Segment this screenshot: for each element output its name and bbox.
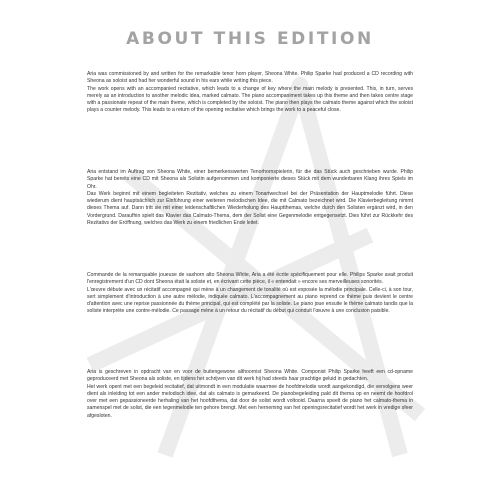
page-title: ABOUT THIS EDITION <box>126 29 374 49</box>
paragraph: Das Werk beginnt mit einem begleiteten Rezitativ, welches zu einem Tonartwechsel bei der Präsentation der Hauptmelodie führt. Diese wiederum dient hauptsächlich zur Einführung einer weiteren melodischen Idee, die mit Calmato bezeichnet wird. Die Klavierbegleitung nimmt dieses Thema auf. Dann tritt sie mit einer leidenschaftlichen Wiederholung des Hauptthemas, welche durch den Solisten ergänzt wird, in den Vordergrund. Daraufhin spielt das Klavier das Calmato-Thema, dem der Solist eine Gegenmelodie entgegensetzt. Dies führt zur Rückkehr des Rezitativs der Eröffnung, welches das Werk zu einem friedlichen Ende leitet. <box>87 190 413 227</box>
section-dutch <box>87 369 413 420</box>
paragraph: Commande de la remarquable joueuse de saxhorn alto Sheona White, Aria a été écrite spécifiquement pour elle. Philips Sparke avait produit l'enregistrement d'un CD dont Sheona était la soliste et, en écrivant cette pièce, il « entendait » encore ses merveilleuses sonorités. <box>87 272 413 286</box>
paragraph: L'œuvre débute avec un récitatif accompagné qui mène à un changement de tonalité où est exposée la mélodie principale. Celle-ci, à son tour, sert simplement d'introduction à une autre mélodie, indiquée calmato. L'accompagnement au piano reprend ce thème puis devient le centre d'attention avec une reprise passionnée du thème principal, qui est complété par la soliste. Le piano joue ensuite le thème calmato tandis que la soliste interprète une contre-mélodie. Ce passage mène à un retour du récitatif du début qui conduit l'œuvre à une conclusion paisible. <box>87 286 413 315</box>
paragraph: Het werk opent met een begeleid recitatief, dat uitmondt in een modulatie waarmee de hoofdmelodie wordt aangekondigd, die vervolgens weer dient als inleiding tot een ander melodisch idee, dat als calmato is gemarkeerd. De pianobegeleiding pakt dit thema op en neemt de hoofdrol over met een gepassioneerde herhaling van het hoofdthema, dat door de solist wordt voltooid. Daarna speelt de piano het calmato-thema in samenspel met de solist, die een tegenmelodie ten gehore brengt. Met een herneming van het openingsrecitatief wordt het werk in vredige sfeer afgesloten. <box>87 383 413 419</box>
section-french <box>87 272 413 316</box>
paragraph: Aria was commissioned by and written for the remarkable tenor horn player, Sheona White. Philip Sparke had produced a CD recording with Sheona as soloist and had her wonderful sound in his ears while writing this piece. <box>87 71 413 85</box>
paragraph: Aria entstand im Auftrag von Sheona White, einer bemerkenswerten Tenorhornspielerin, für die das Stück auch geschrieben wurde. Philip Sparke hat bereits eine CD mit Sheona als Solistin aufgenommen und komponierte dieses Stück mit dem wunderbaren Klang ihres Spiels im Ohr. <box>87 169 413 190</box>
paragraph: Aria is geschreven in opdracht van en voor de buitengewone althoornist Sheona White. Componist Philip Sparke heeft een cd-opname geproduceerd met Sheona als soliste, en tijdens het schrijven van dit werk hij had steeds haar prachtige geluid in gedachten. <box>87 369 413 383</box>
paragraph: The work opens with an accompanied recitative, which leads to a change of key where the main melody is presented. This, in turn, serves merely as an introduction to another melodic idea, marked calmato. The piano accompaniment takes up this theme and then takes centre stage with a passionate repeat of the main theme, which is completed by the soloist. The piano then plays the calmato theme against which the soloist plays a counter melody. This leads to a return of the opening recitative which brings the work to a peaceful close. <box>87 85 413 114</box>
section-german <box>87 169 413 227</box>
section-english <box>87 71 413 115</box>
